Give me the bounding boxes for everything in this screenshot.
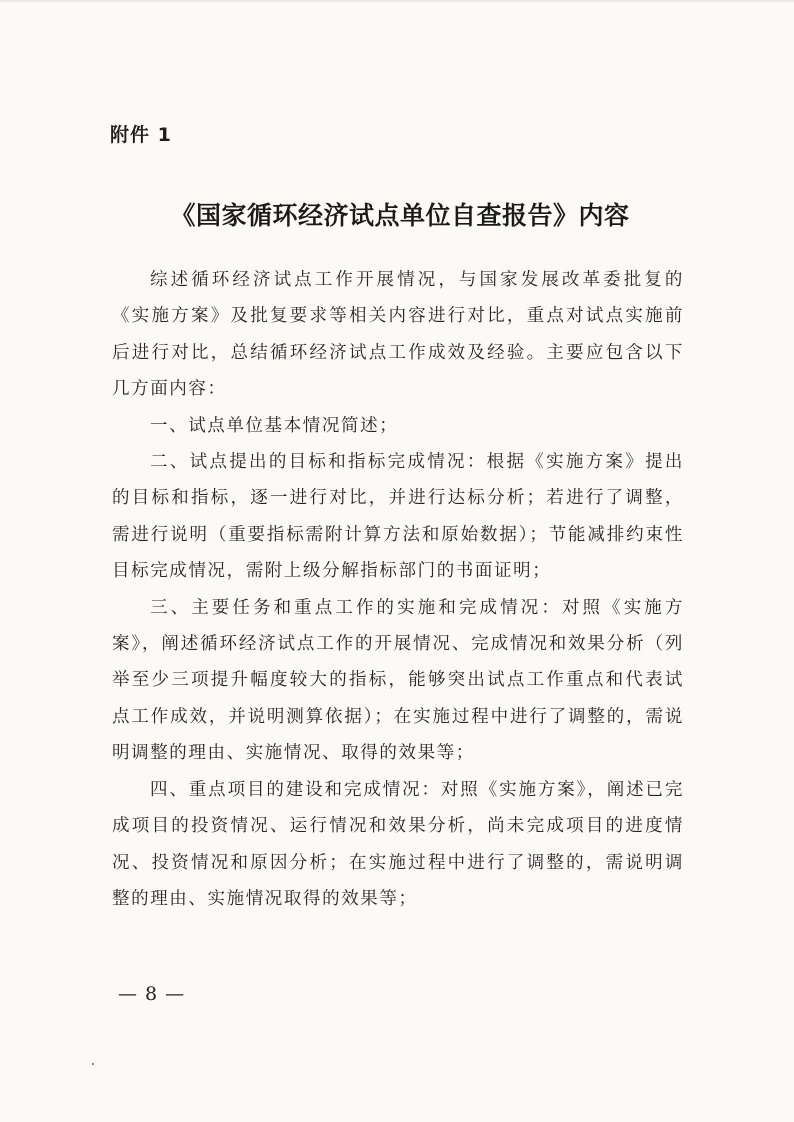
- section-2-paragraph: 二、试点提出的目标和指标完成情况：根据《实施方案》提出的目标和指标，逐一进行对比，并进行达标分析；若进行了调整，需进行说明（重要指标需附计算方法和原始数据）；节能减排约束性目标完成情况，需附上级分解指标部门的书面证明；: [112, 452, 684, 582]
- section-1-paragraph: 一、试点单位基本情况简述；: [150, 415, 399, 436]
- attachment-label: 附件 1: [110, 124, 172, 146]
- intro-paragraph: 综述循环经济试点工作开展情况，与国家发展改革委批复的《实施方案》及批复要求等相关内容进行对比，重点对试点实施前后进行对比，总结循环经济试点工作成效及经验。主要应包含以下几方面内容：: [112, 270, 684, 400]
- section-4-paragraph: 四、重点项目的建设和完成情况：对照《实施方案》，阐述已完成项目的投资情况、运行情况和效果分析，尚未完成项目的进度情况、投资情况和原因分析；在实施过程中进行了调整的，需说明调整的理由、实施情况取得的效果等；: [112, 779, 684, 909]
- page-number: — 8 —: [118, 983, 186, 1005]
- section-3-paragraph: 三、主要任务和重点工作的实施和完成情况：对照《实施方案》，阐述循环经济试点工作的开展情况、完成情况和效果分析（列举至少三项提升幅度较大的指标，能够突出试点工作重点和代表试点工作成效，并说明测算依据）；在实施过程中进行了调整的，需说明调整的理由、实施情况、取得的效果等；: [112, 597, 684, 764]
- body-text: [112, 262, 684, 917]
- scan-speck: [92, 1063, 94, 1065]
- document-title: 《国家循环经济试点单位自查报告》内容: [170, 201, 630, 230]
- scan-edge: [0, 0, 794, 3]
